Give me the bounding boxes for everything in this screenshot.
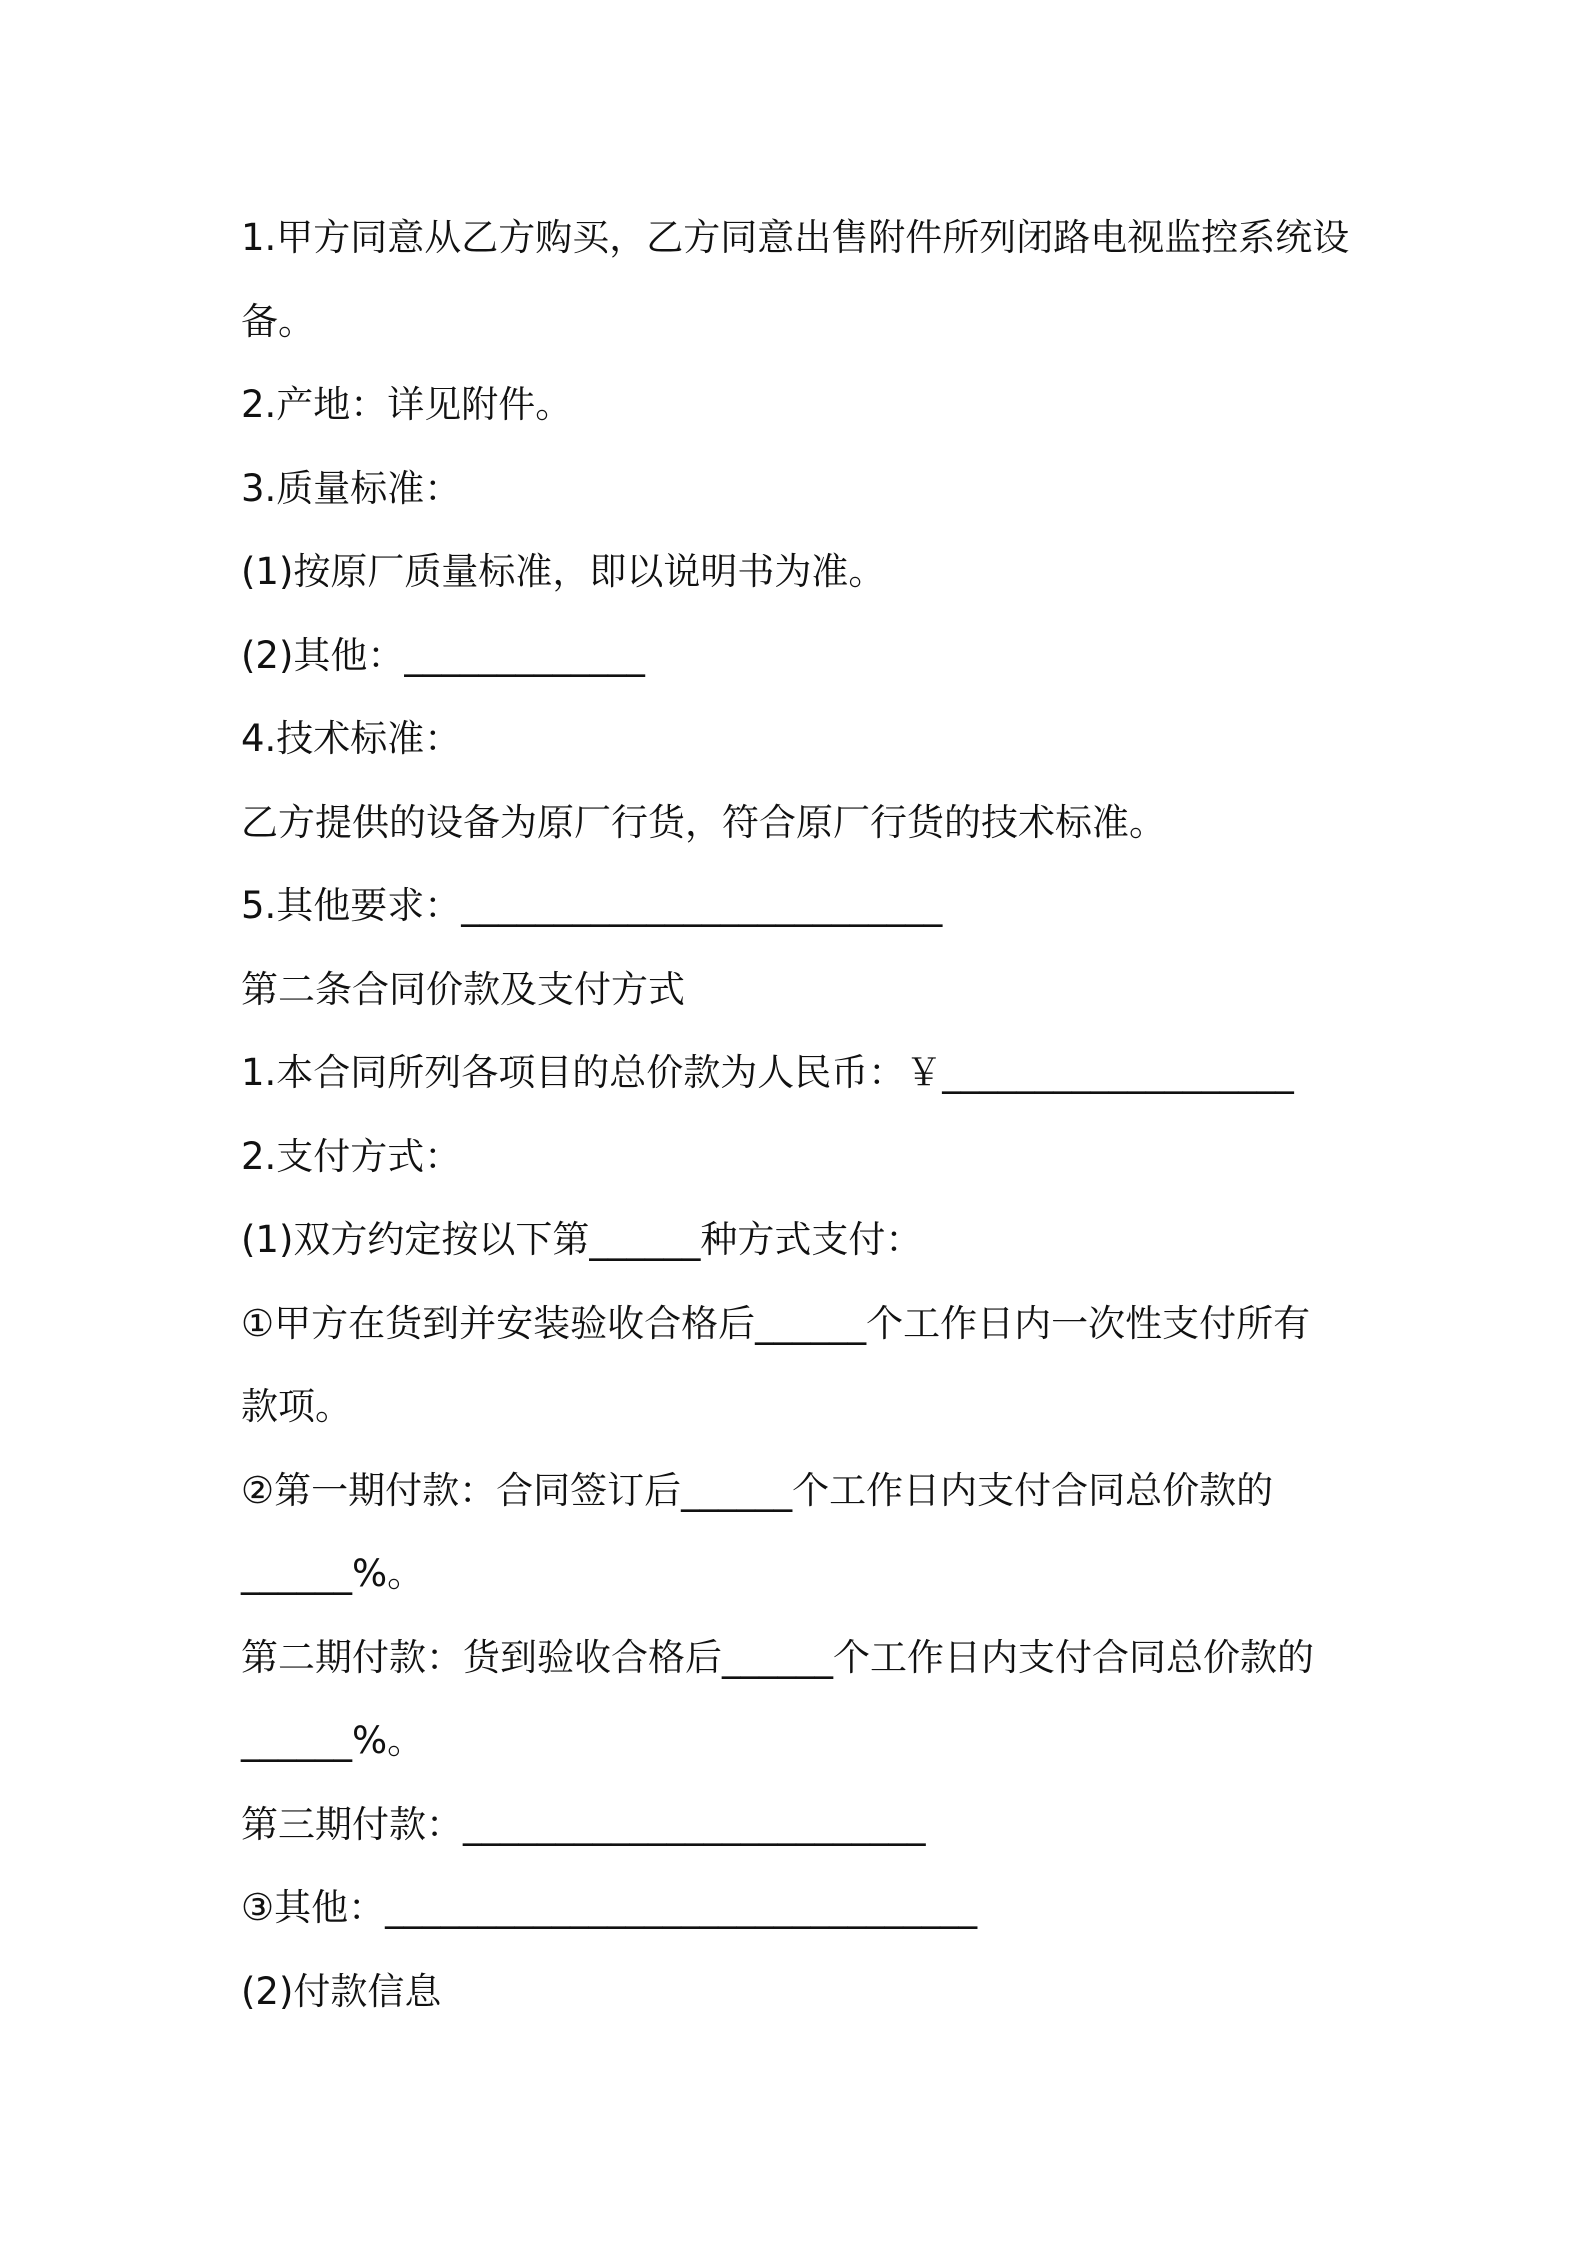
payment-option-2-third: 第三期付款：_________________________ [241,1802,926,1846]
clause-purchase-line-2: 备。 [241,299,315,343]
document-body [241,196,1371,2033]
clause-technical-text: 乙方提供的设备为原厂行货，符合原厂行货的技术标准。 [241,800,1166,844]
clause-payment-method-heading: 2.支付方式： [241,1134,462,1178]
section-heading-payment: 第二条合同价款及支付方式 [241,967,685,1011]
payment-option-1-line-2: 款项。 [241,1385,352,1428]
clause-payment-option-choice: (1)双方约定按以下第______种方式支付： [241,1218,923,1261]
payment-option-3-other: ③其他：________________________________ [241,1886,978,1929]
payment-option-2-first-line-1: ②第一期付款：合同签订后______个工作日内支付合同总价款的 [241,1468,1274,1512]
clause-quality-heading: 3.质量标准： [241,466,462,510]
payment-option-1-line-1: ①甲方在货到并安装验收合格后______个工作日内一次性支付所有 [241,1301,1311,1345]
clause-technical-heading: 4.技术标准： [241,717,462,760]
clause-purchase-line-1: 1.甲方同意从乙方购买，乙方同意出售附件所列闭路电视监控系统设 [241,216,1350,259]
payment-option-2-second-line-1: 第二期付款：货到验收合格后______个工作日内支付合同总价款的 [241,1635,1314,1679]
payment-option-2-second-line-2: ______%。 [241,1719,425,1762]
payment-information-heading: (2)付款信息 [241,1969,442,2013]
clause-quality-item-2: (2)其他：_____________ [241,633,645,677]
payment-option-2-first-line-2: ______%。 [241,1552,425,1595]
clause-quality-item-1: (1)按原厂质量标准，即以说明书为准。 [241,550,886,593]
clause-other-requirements: 5.其他要求：__________________________ [241,884,943,927]
clause-origin: 2.产地：详见附件。 [241,383,573,426]
clause-total-price: 1.本合同所列各项目的总价款为人民币：￥___________________ [241,1051,1294,1094]
